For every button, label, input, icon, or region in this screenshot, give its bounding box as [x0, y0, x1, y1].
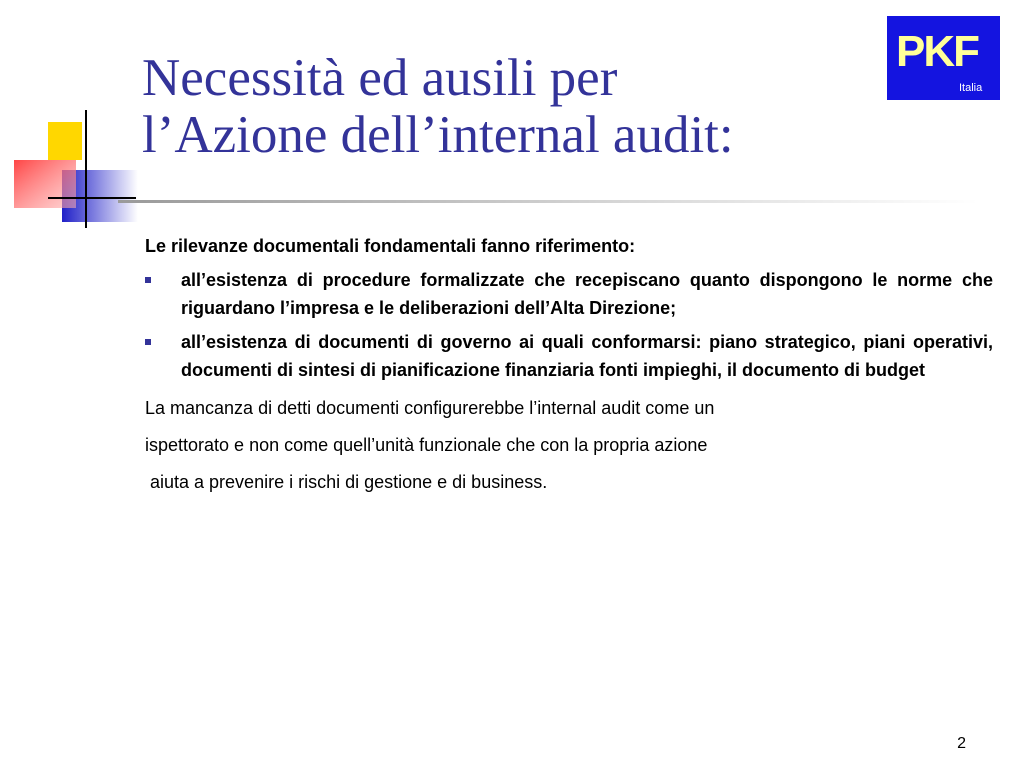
bullet-item	[145, 266, 993, 322]
logo-text: PKF	[896, 27, 978, 76]
title-line-1: Necessità ed ausili per	[142, 49, 618, 107]
logo-subtext: Italia	[959, 82, 983, 94]
bullet-text: all’esistenza di documenti di governo ai quali conformarsi: piano strategico, piani operativi, documenti di sintesi di pianificazione finanziaria fonti impieghi, il documento di budget	[181, 332, 993, 380]
yellow-square	[48, 122, 82, 160]
red-square	[14, 160, 76, 208]
bullet-list	[145, 266, 993, 384]
bullet-item	[145, 328, 993, 384]
paragraph-line: aiuta a prevenire i rischi di gestione e di business.	[145, 472, 548, 492]
paragraph-line: La mancanza di detti documenti configurerebbe l’internal audit come un	[145, 398, 715, 418]
title-underline	[118, 200, 978, 203]
lead-text: Le rilevanze documentali fondamentali fanno riferimento:	[145, 236, 636, 256]
pkf-italia-logo	[887, 16, 1000, 100]
page-number: 2	[957, 735, 966, 752]
corner-squares-decoration	[0, 0, 140, 240]
paragraph-line: ispettorato e non come quell’unità funzionale che con la propria azione	[145, 435, 708, 455]
square-bullet-icon	[145, 277, 151, 283]
slide-title	[142, 50, 882, 164]
bullet-text: all’esistenza di procedure formalizzate che recepiscano quanto dispongono le norme che riguardano l’impresa e le deliberazioni dell’Alta Direzione;	[181, 270, 993, 318]
slide-content	[145, 234, 993, 501]
title-line-2: l’Azione dell’internal audit:	[142, 106, 734, 164]
square-bullet-icon	[145, 339, 151, 345]
